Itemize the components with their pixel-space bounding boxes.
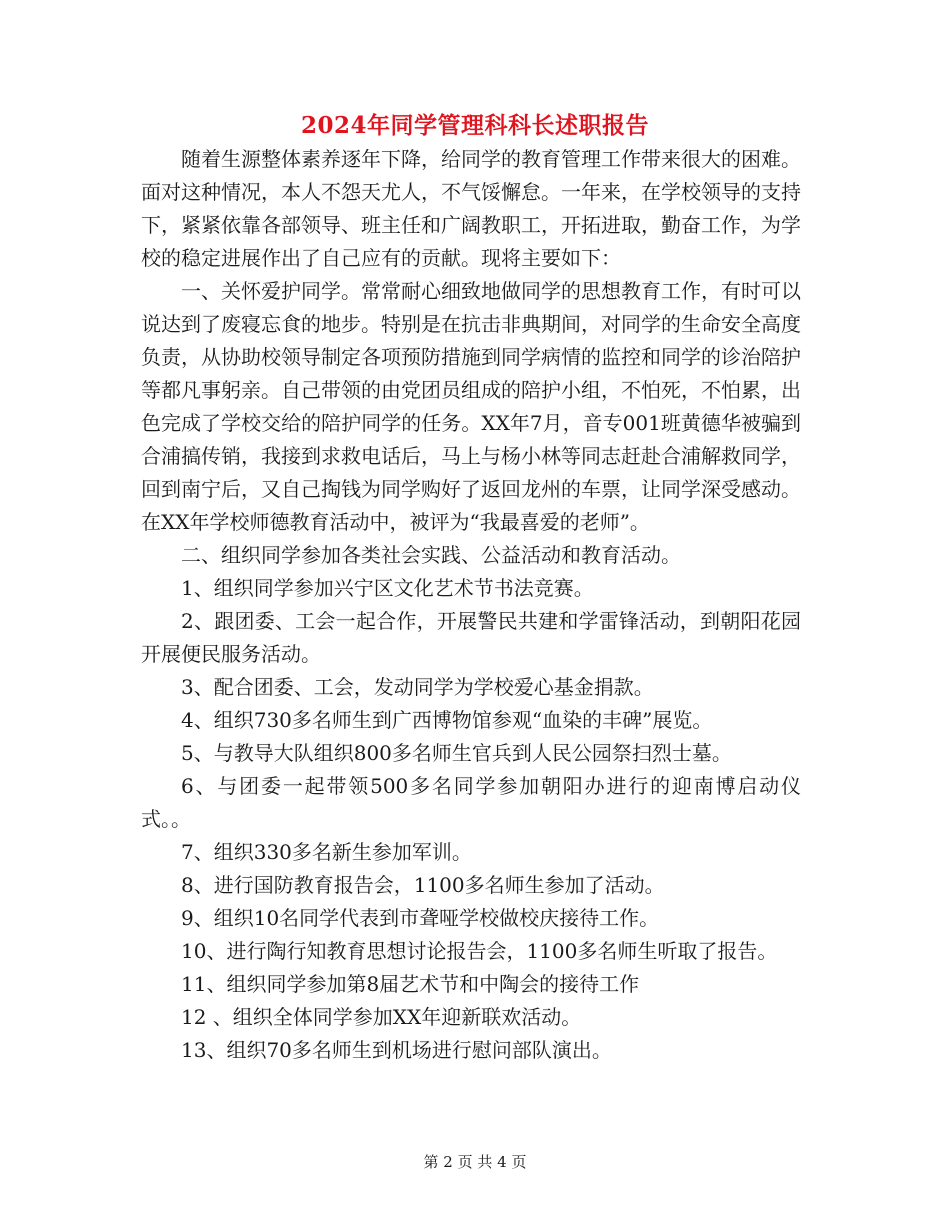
list-item: 5、与教导大队组织800多名师生官兵到人民公园祭扫烈士墓。 — [181, 741, 732, 765]
body-paragraph: 一、关怀爱护同学。常常耐心细致地做同学的思想教育工作，有时可以说达到了废寝忘食的地步。特别是在抗击非典期间，对同学的生命安全高度负责，从协助校领导制定各项预防措施到同学病情的监控和同学的诊治陪护等都凡事躬亲。自己带领的由党团员组成的陪护小组，不怕死，不怕累，出色完成了学校交给的陪护同学的任务。XX年7月，音专001班黄德华被骗到合浦搞传销，我接到求救电话后，马上与杨小林等同志赶赴合浦解救同学，回到南宁后，又自己掏钱为同学购好了返回龙州的车票，让同学深受感动。在XX年学校师德教育活动中，被评为“我最喜爱的老师”。 — [141, 279, 801, 534]
page-number-footer: 第 2 页 共 4 页 — [423, 1153, 527, 1171]
list-item: 12 、组织全体同学参加XX年迎新联欢活动。 — [181, 1005, 582, 1029]
list-item: 2、跟团委、工会一起合作，开展警民共建和学雷锋活动，到朝阳花园开展便民服务活动。 — [141, 609, 801, 666]
list-item: 6、与团委一起带领500多名同学参加朝阳办进行的迎南博启动仪式。。 — [141, 774, 801, 831]
list-item: 8、进行国防教育报告会，1100多名师生参加了活动。 — [181, 873, 665, 897]
list-item: 9、组织10名同学代表到市聋哑学校做校庆接待工作。 — [181, 906, 660, 930]
list-item: 13、组织70多名师生到机场进行慰问部队演出。 — [181, 1038, 612, 1062]
body-paragraph: 二、组织同学参加各类社会实践、公益活动和教育活动。 — [181, 543, 681, 567]
list-item: 11、组织同学参加第8届艺术节和中陶会的接待工作 — [181, 972, 640, 996]
list-item: 7、组织330多名新生参加军训。 — [181, 840, 472, 864]
list-item: 1、组织同学参加兴宁区文化艺术节书法竞赛。 — [181, 576, 594, 600]
list-item: 3、配合团委、工会，发动同学为学校爱心基金捐款。 — [181, 675, 654, 699]
document-title: 2024年同学管理科科长述职报告 — [300, 112, 649, 139]
list-item: 4、组织730多名师生到广西博物馆参观“血染的丰碑”展览。 — [181, 708, 713, 732]
list-item: 10、进行陶行知教育思想讨论报告会，1100多名师生听取了报告。 — [181, 939, 778, 963]
body-paragraph: 随着生源整体素养逐年下降，给同学的教育管理工作带来很大的困难。面对这种情况，本人不怨天尤人，不气馁懈怠。一年来，在学校领导的支持下，紧紧依靠各部领导、班主任和广阔教职工，开拓进取，勤奋工作，为学校的稳定进展作出了自己应有的贡献。现将主要如下： — [141, 147, 801, 270]
document-body — [141, 143, 801, 1067]
